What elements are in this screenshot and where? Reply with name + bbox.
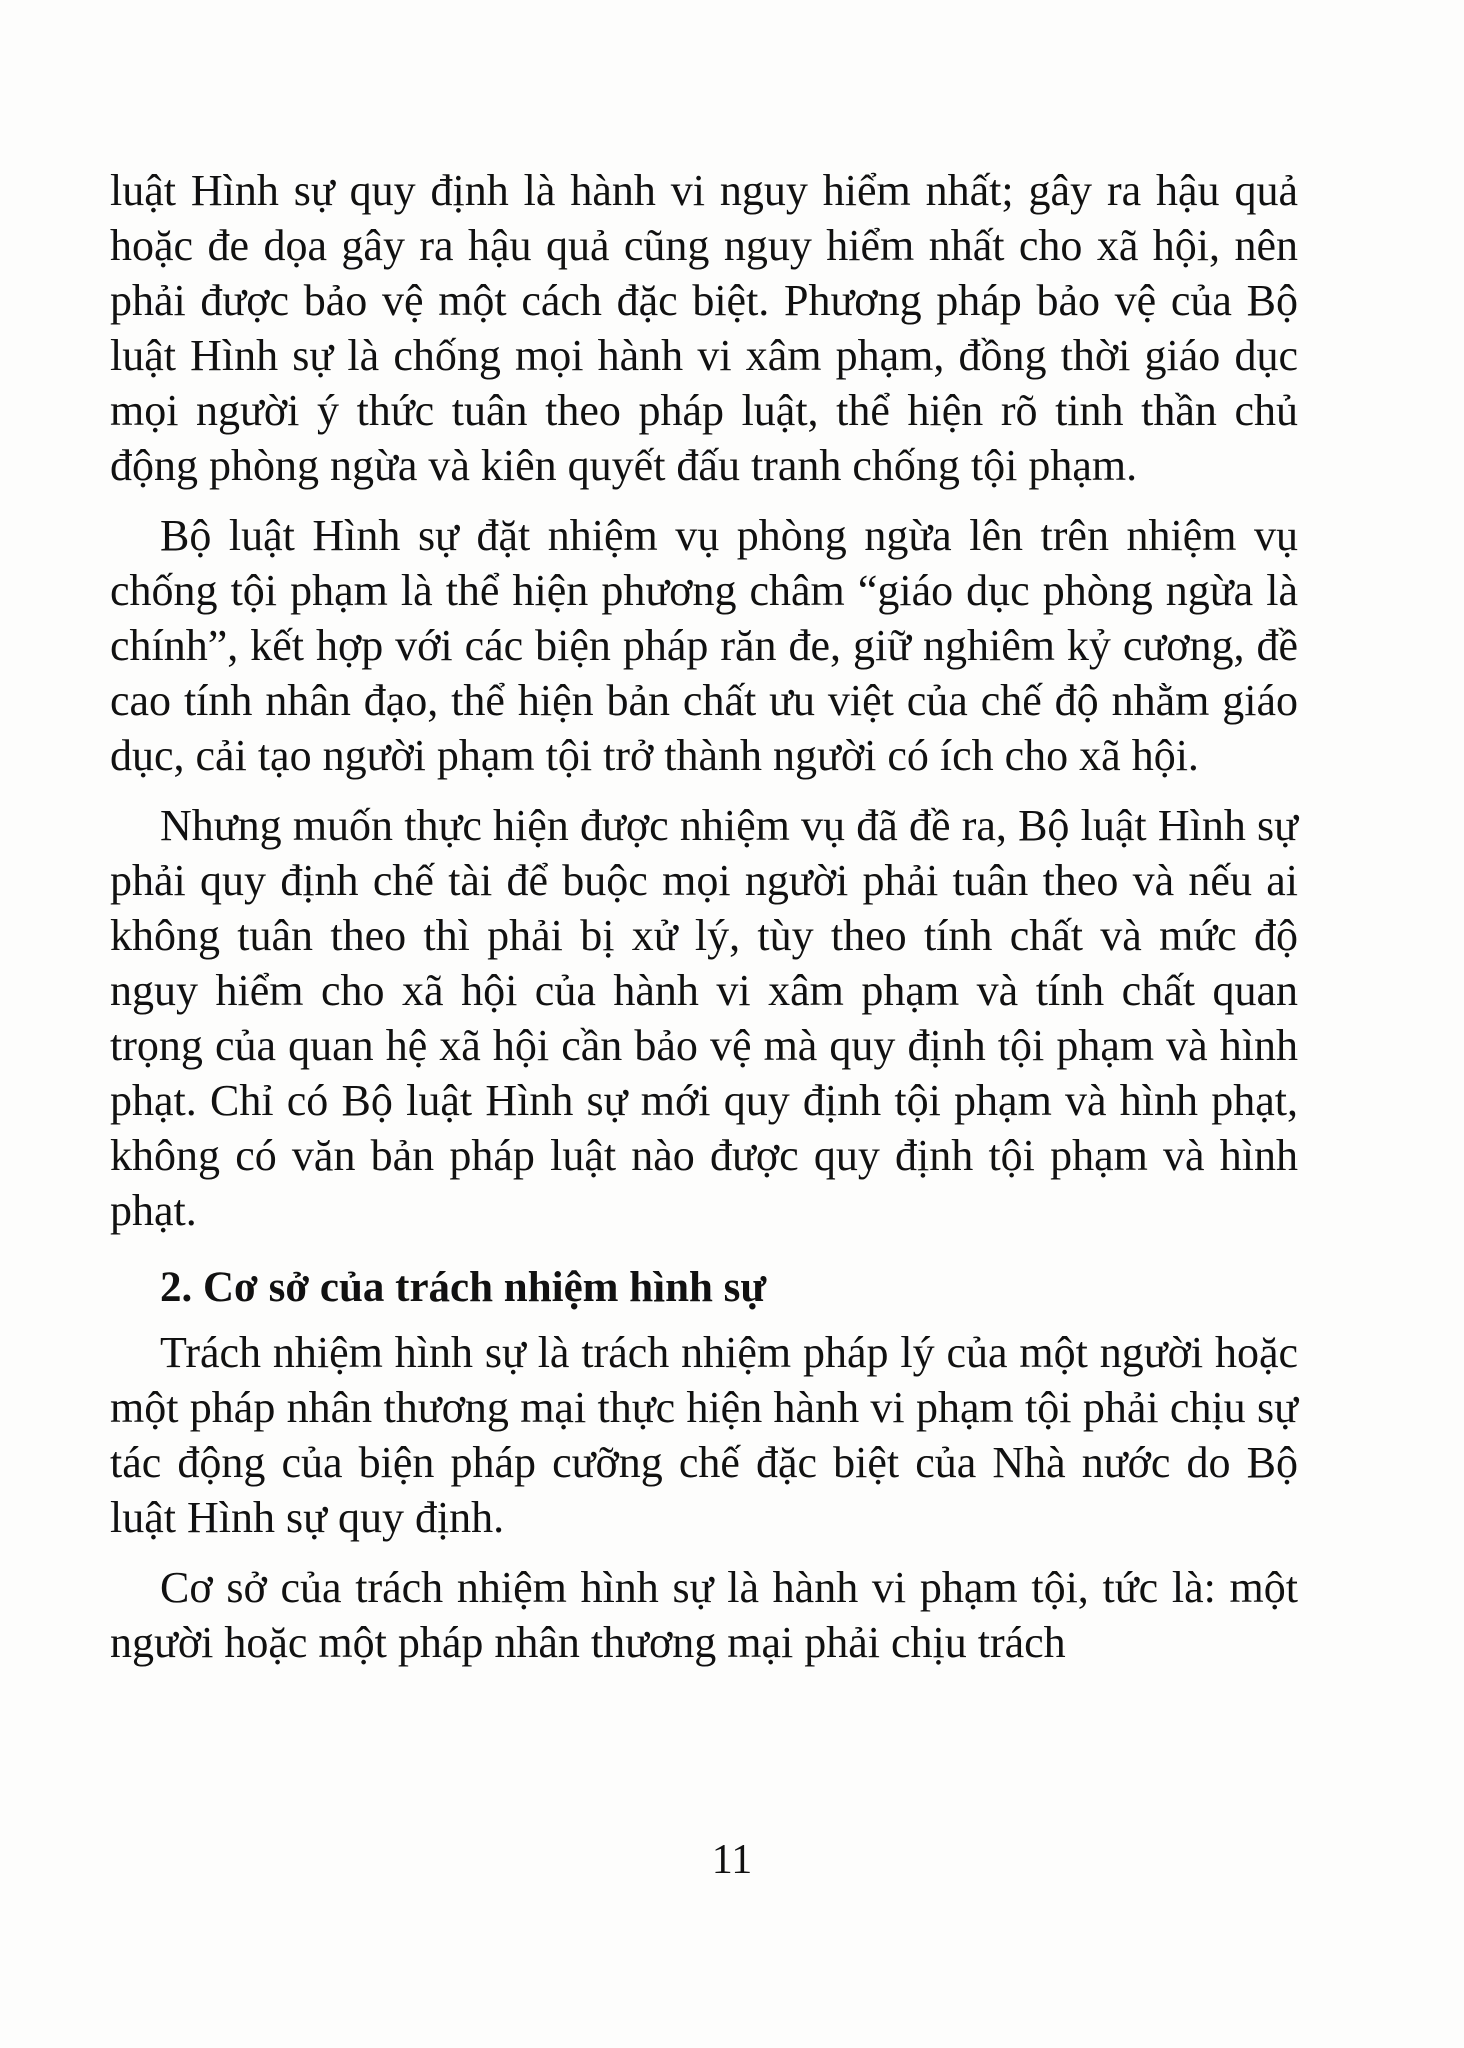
paragraph-prevention: Bộ luật Hình sự đặt nhiệm vụ phòng ngừa lên trên nhiệm vụ chống tội phạm là thể hiện phương châm “giáo dục phòng ngừa là chính”, kết hợp với các biện pháp răn đe, giữ nghiêm kỷ cương, đề cao tính nhân đạo, thể hiện bản chất ưu việt của chế độ nhằm giáo dục, cải tạo người phạm tội trở thành người có ích cho xã hội.	[110, 511, 1298, 780]
page-number: 11	[711, 1837, 753, 1883]
paragraph-definition: Trách nhiệm hình sự là trách nhiệm pháp lý của một người hoặc một pháp nhân thương mại thực hiện hành vi phạm tội phải chịu sự tác động của biện pháp cưỡng chế đặc biệt của Nhà nước do Bộ luật Hình sự quy định.	[110, 1328, 1298, 1542]
paragraph-continuation: luật Hình sự quy định là hành vi nguy hiểm nhất; gây ra hậu quả hoặc đe dọa gây ra hậu quả cũng nguy hiểm nhất cho xã hội, nên phải được bảo vệ một cách đặc biệt. Phương pháp bảo vệ của Bộ luật Hình sự là chống mọi hành vi xâm phạm, đồng thời giáo dục mọi người ý thức tuân theo pháp luật, thể hiện rõ tinh thần chủ động phòng ngừa và kiên quyết đấu tranh chống tội phạm.	[110, 166, 1298, 490]
paragraph-basis: Cơ sở của trách nhiệm hình sự là hành vi phạm tội, tức là: một người hoặc một pháp nhân thương mại phải chịu trách	[110, 1563, 1298, 1667]
section-heading: 2. Cơ sở của trách nhiệm hình sự	[160, 1264, 767, 1311]
paragraph-penalties: Nhưng muốn thực hiện được nhiệm vụ đã đề ra, Bộ luật Hình sự phải quy định chế tài để buộc mọi người phải tuân theo và nếu ai không tuân theo thì phải bị xử lý, tùy theo tính chất và mức độ nguy hiểm cho xã hội của hành vi xâm phạm và tính chất quan trọng của quan hệ xã hội cần bảo vệ mà quy định tội phạm và hình phạt. Chỉ có Bộ luật Hình sự mới quy định tội phạm và hình phạt, không có văn bản pháp luật nào được quy định tội phạm và hình phạt.	[110, 801, 1298, 1235]
page-body	[110, 163, 1298, 1670]
